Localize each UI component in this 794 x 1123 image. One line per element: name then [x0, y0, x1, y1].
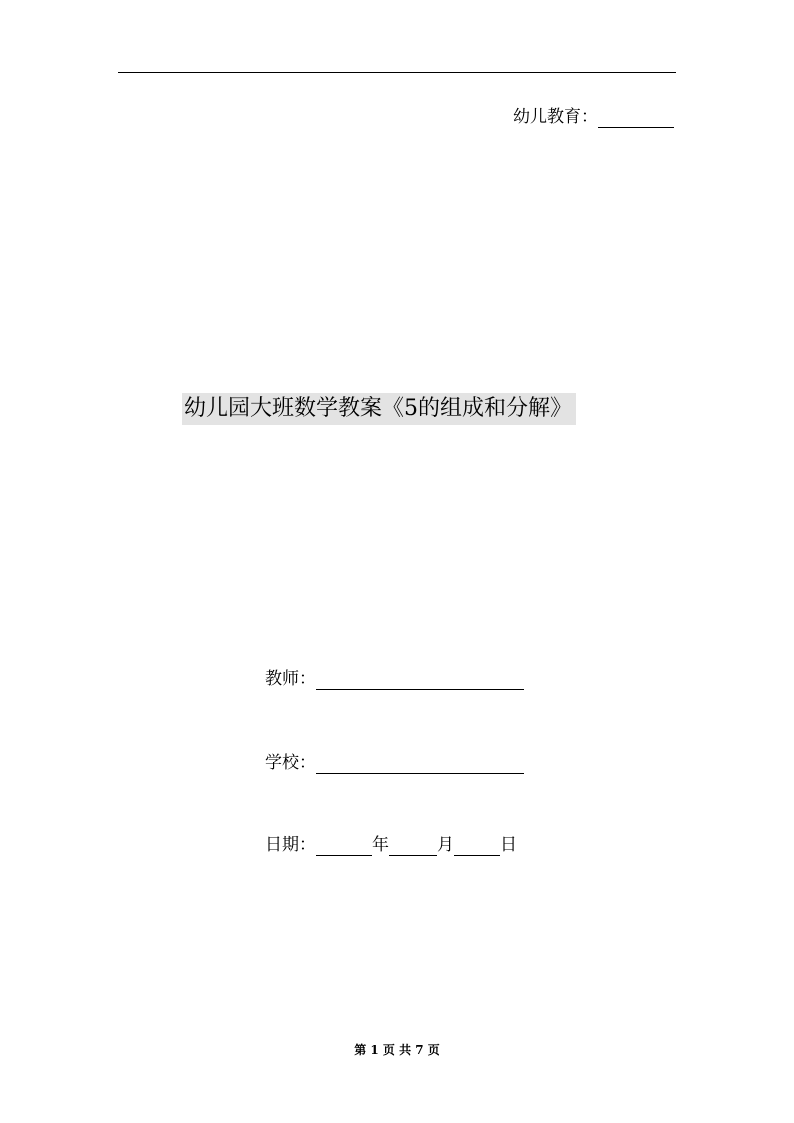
day-blank: [454, 837, 500, 856]
date-field: [265, 834, 517, 856]
header-rule: [118, 72, 676, 73]
category-blank: [598, 109, 674, 128]
document-title: 幼儿园大班数学教案《5的组成和分解》: [182, 393, 576, 425]
school-field: [265, 752, 524, 774]
teacher-field: [265, 668, 524, 690]
day-label: 日: [500, 835, 517, 855]
category-label: 幼儿教育：: [513, 107, 598, 127]
month-blank: [389, 837, 437, 856]
date-label: 日期：: [265, 835, 316, 855]
school-label: 学校：: [265, 753, 316, 773]
category-line: [513, 106, 674, 128]
month-label: 月: [437, 835, 454, 855]
year-blank: [316, 837, 372, 856]
year-label: 年: [372, 835, 389, 855]
teacher-label: 教师：: [265, 669, 316, 689]
teacher-blank: [316, 671, 524, 690]
school-blank: [316, 755, 524, 774]
page-footer: 第 1 页 共 7 页: [354, 1043, 440, 1057]
